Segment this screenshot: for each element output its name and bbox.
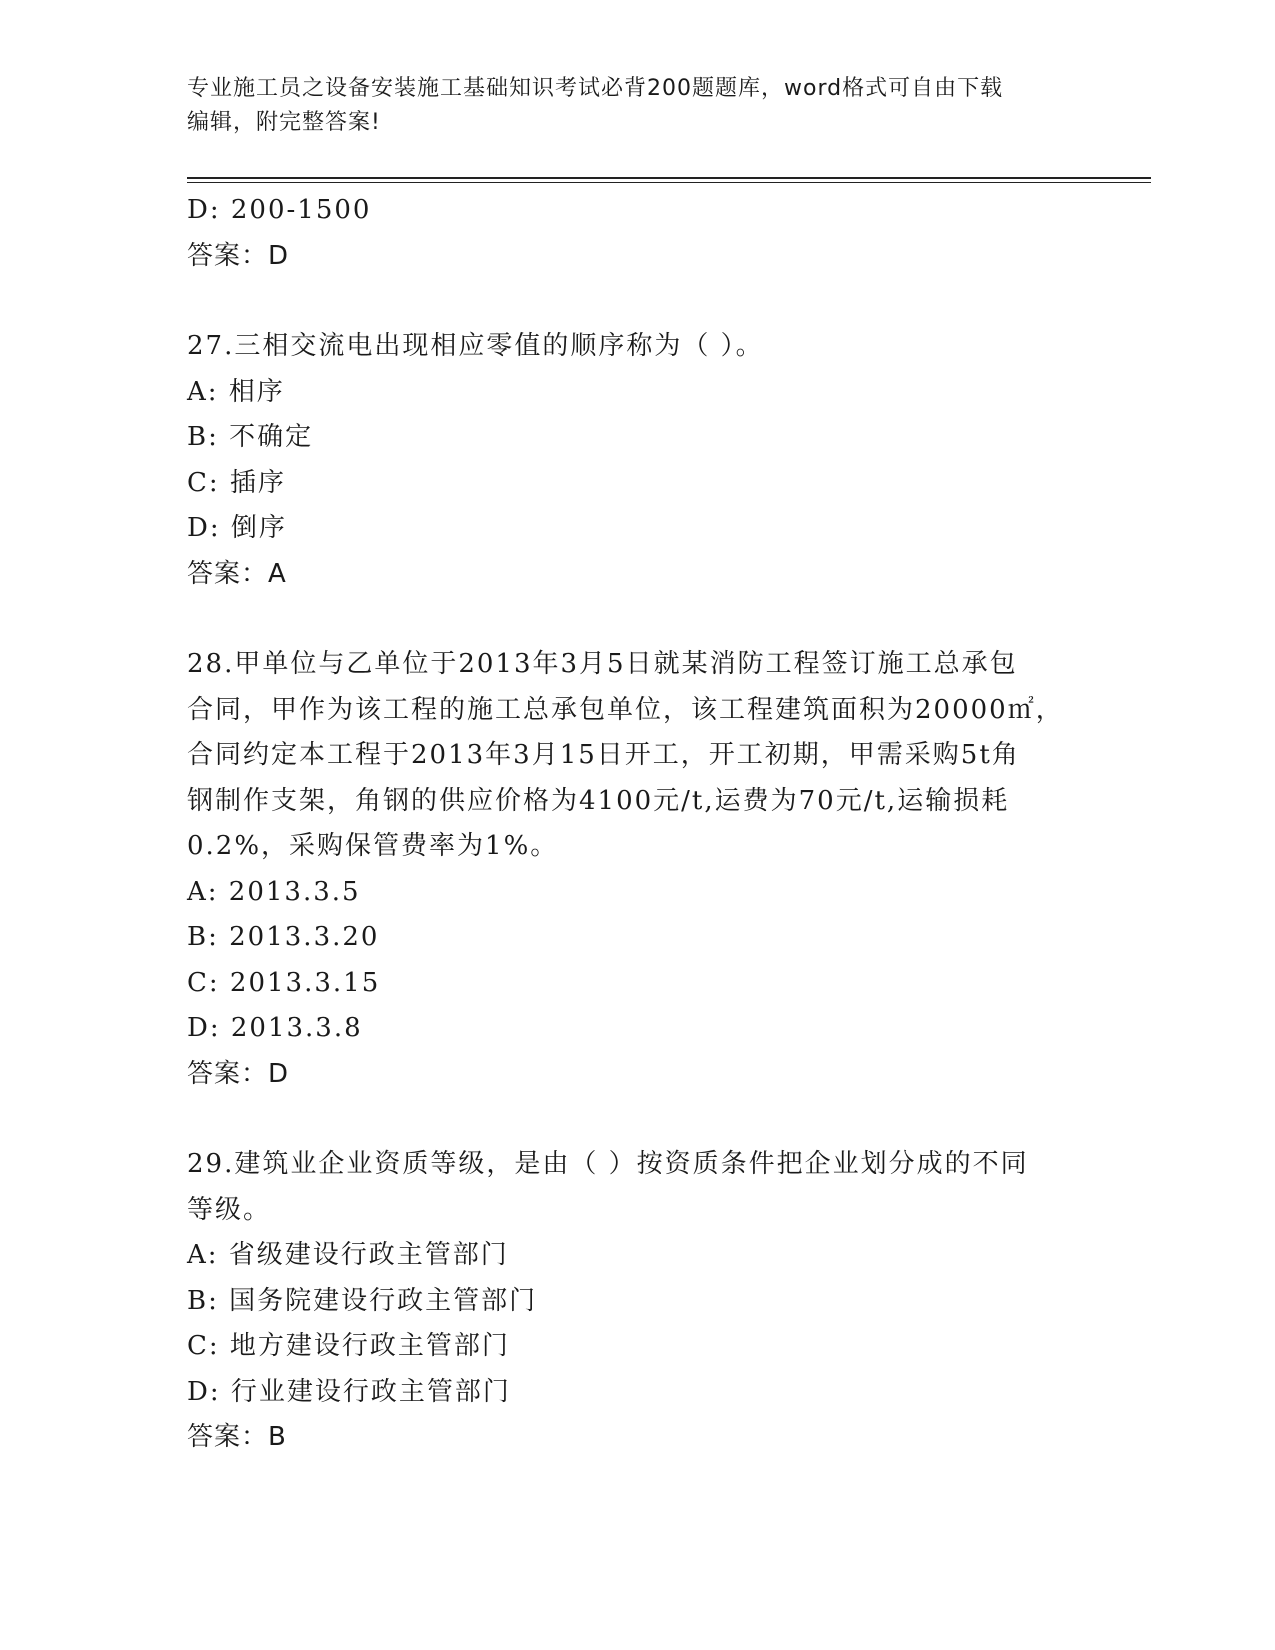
question-29-option-d: D: 行业建设行政主管部门 [187,1376,511,1407]
question-29-option-b: B: 国务院建设行政主管部门 [187,1285,538,1316]
question-27-option-d: D: 倒序 [187,513,287,543]
header-line-2: 编辑，附完整答案! [187,110,381,135]
prev-option-d: D: 200-1500 [187,195,372,225]
header-rule-thick [187,177,1151,179]
header-rule-thin [187,182,1151,183]
question-28-text-line-1: 28.甲单位与乙单位于2013年3月5日就某消防工程签订施工总承包 [187,649,1018,679]
spacer [187,279,1087,324]
question-27 [187,324,1087,597]
question-29-text-line-1: 29.建筑业企业资质等级，是由（ ）按资质条件把企业划分成的不同 [187,1149,1029,1179]
question-28-text-line-2: 合同，甲作为该工程的施工总承包单位，该工程建筑面积为20000㎡， [187,694,1064,725]
question-28-text-line-4: 钢制作支架，角钢的供应价格为4100元/t,运费为70元/t,运输损耗 [187,785,1010,816]
spacer [187,597,1087,642]
question-29-option-a: A: 省级建设行政主管部门 [187,1240,509,1270]
prev-answer: 答案：D [187,240,290,271]
question-29-text-line-2: 等级。 [187,1194,272,1225]
question-28-text-line-3: 合同约定本工程于2013年3月15日开工，开工初期，甲需采购5t角 [187,740,1020,770]
spacer [187,1097,1087,1142]
question-28-option-c: C: 2013.3.15 [187,967,381,998]
header-line-1: 专业施工员之设备安装施工基础知识考试必背200题题库，word格式可自由下载 [187,76,1004,101]
question-list [187,188,1087,1461]
question-28-answer: 答案：D [187,1058,290,1089]
question-28-option-b: B: 2013.3.20 [187,922,380,952]
question-27-answer: 答案：A [187,558,287,589]
question-29 [187,1142,1087,1461]
question-28 [187,642,1087,1097]
question-27-option-b: B: 不确定 [187,422,314,452]
question-27-option-c: C: 插序 [187,467,286,498]
question-29-answer: 答案：B [187,1422,287,1452]
document-header [187,72,1087,140]
question-28-text-line-5: 0.2%，采购保管费率为1%。 [187,831,559,861]
question-28-option-d: D: 2013.3.8 [187,1013,363,1043]
question-28-option-a: A: 2013.3.5 [187,876,361,907]
question-27-option-a: A: 相序 [187,376,285,407]
question-29-option-c: C: 地方建设行政主管部门 [187,1331,510,1361]
question-27-text-line-1: 27.三相交流电出现相应零值的顺序称为（ ）。 [187,331,764,361]
